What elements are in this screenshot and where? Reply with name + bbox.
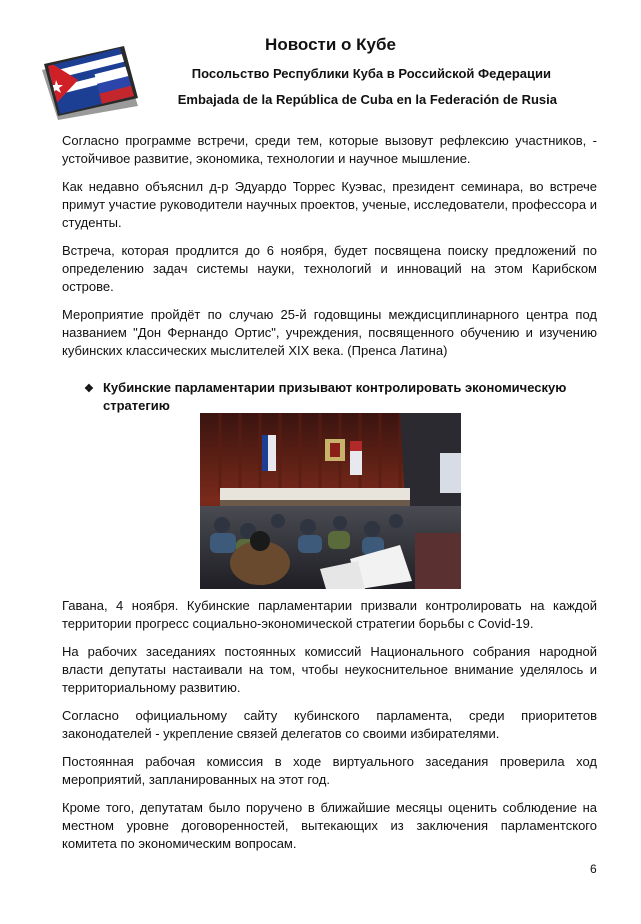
- diamond-bullet-icon: ❖: [84, 383, 94, 395]
- paragraph: Согласно официальному сайту кубинского парламента, среди приоритетов законодателей - укрепление связей делегатов со своими избирателями.: [62, 708, 597, 741]
- paragraph: Как недавно объяснил д-р Эдуардо Торрес Куэвас, президент семинара, во встрече примут участие руководители научных проектов, ученые, исследователи, профессора и студенты.: [62, 179, 597, 230]
- parliament-session-photo: [200, 413, 461, 589]
- paragraph: Гавана, 4 ноября. Кубинские парламентарии призвали контролировать на каждой территории прогресс социально-экономической стратегии борьбы с Covid-19.: [62, 598, 597, 631]
- paragraph: На рабочих заседаниях постоянных комиссий Национального собрания народной власти депутаты настаивали на том, чтобы неукоснительное внимание уделялось и территориальному развитию.: [62, 644, 597, 695]
- cuba-russia-flags-logo: [38, 46, 148, 120]
- article-continuation: [62, 132, 597, 370]
- page-title: Новости о Кубе: [265, 35, 396, 54]
- paragraph: Кроме того, депутатам было поручено в ближайшие месяцы оценить соблюдение на местном уровне договоренностей, вытекающих из заключения парламентского комитета по экономическим вопросам.: [62, 800, 597, 851]
- paragraph: Согласно программе встречи, среди тем, которые вызовут рефлексию участников, - устойчивое развитие, экономика, технологии и научное мышление.: [62, 133, 597, 166]
- embassy-name-es: Embajada de la República de Cuba en la Federación de Rusia: [177, 92, 557, 107]
- headline-text: Кубинские парламентарии призывают контролировать экономическую стратегию: [103, 380, 567, 413]
- embassy-name-ru: Посольство Республики Куба в Российской Федерации: [191, 66, 551, 81]
- paragraph: Встреча, которая продлится до 6 ноября, будет посвящена поиску предложений по определению задач системы науки, технологий и инноваций на этом Карибском острове.: [62, 243, 597, 294]
- article-headline: [84, 379, 584, 415]
- paragraph: Постоянная рабочая комиссия в ходе виртуального заседания проверила ход мероприятий, запланированных на этот год.: [62, 754, 597, 787]
- article-body: [62, 597, 597, 863]
- paragraph: Мероприятие пройдёт по случаю 25-й годовщины междисциплинарного центра под названием "Дон Фернандо Ортис", учреждения, посвященного обучению и изучению кубинских классических мыслителей XIX века. (Пренса Латина): [62, 307, 597, 358]
- page-number: 6: [590, 862, 597, 876]
